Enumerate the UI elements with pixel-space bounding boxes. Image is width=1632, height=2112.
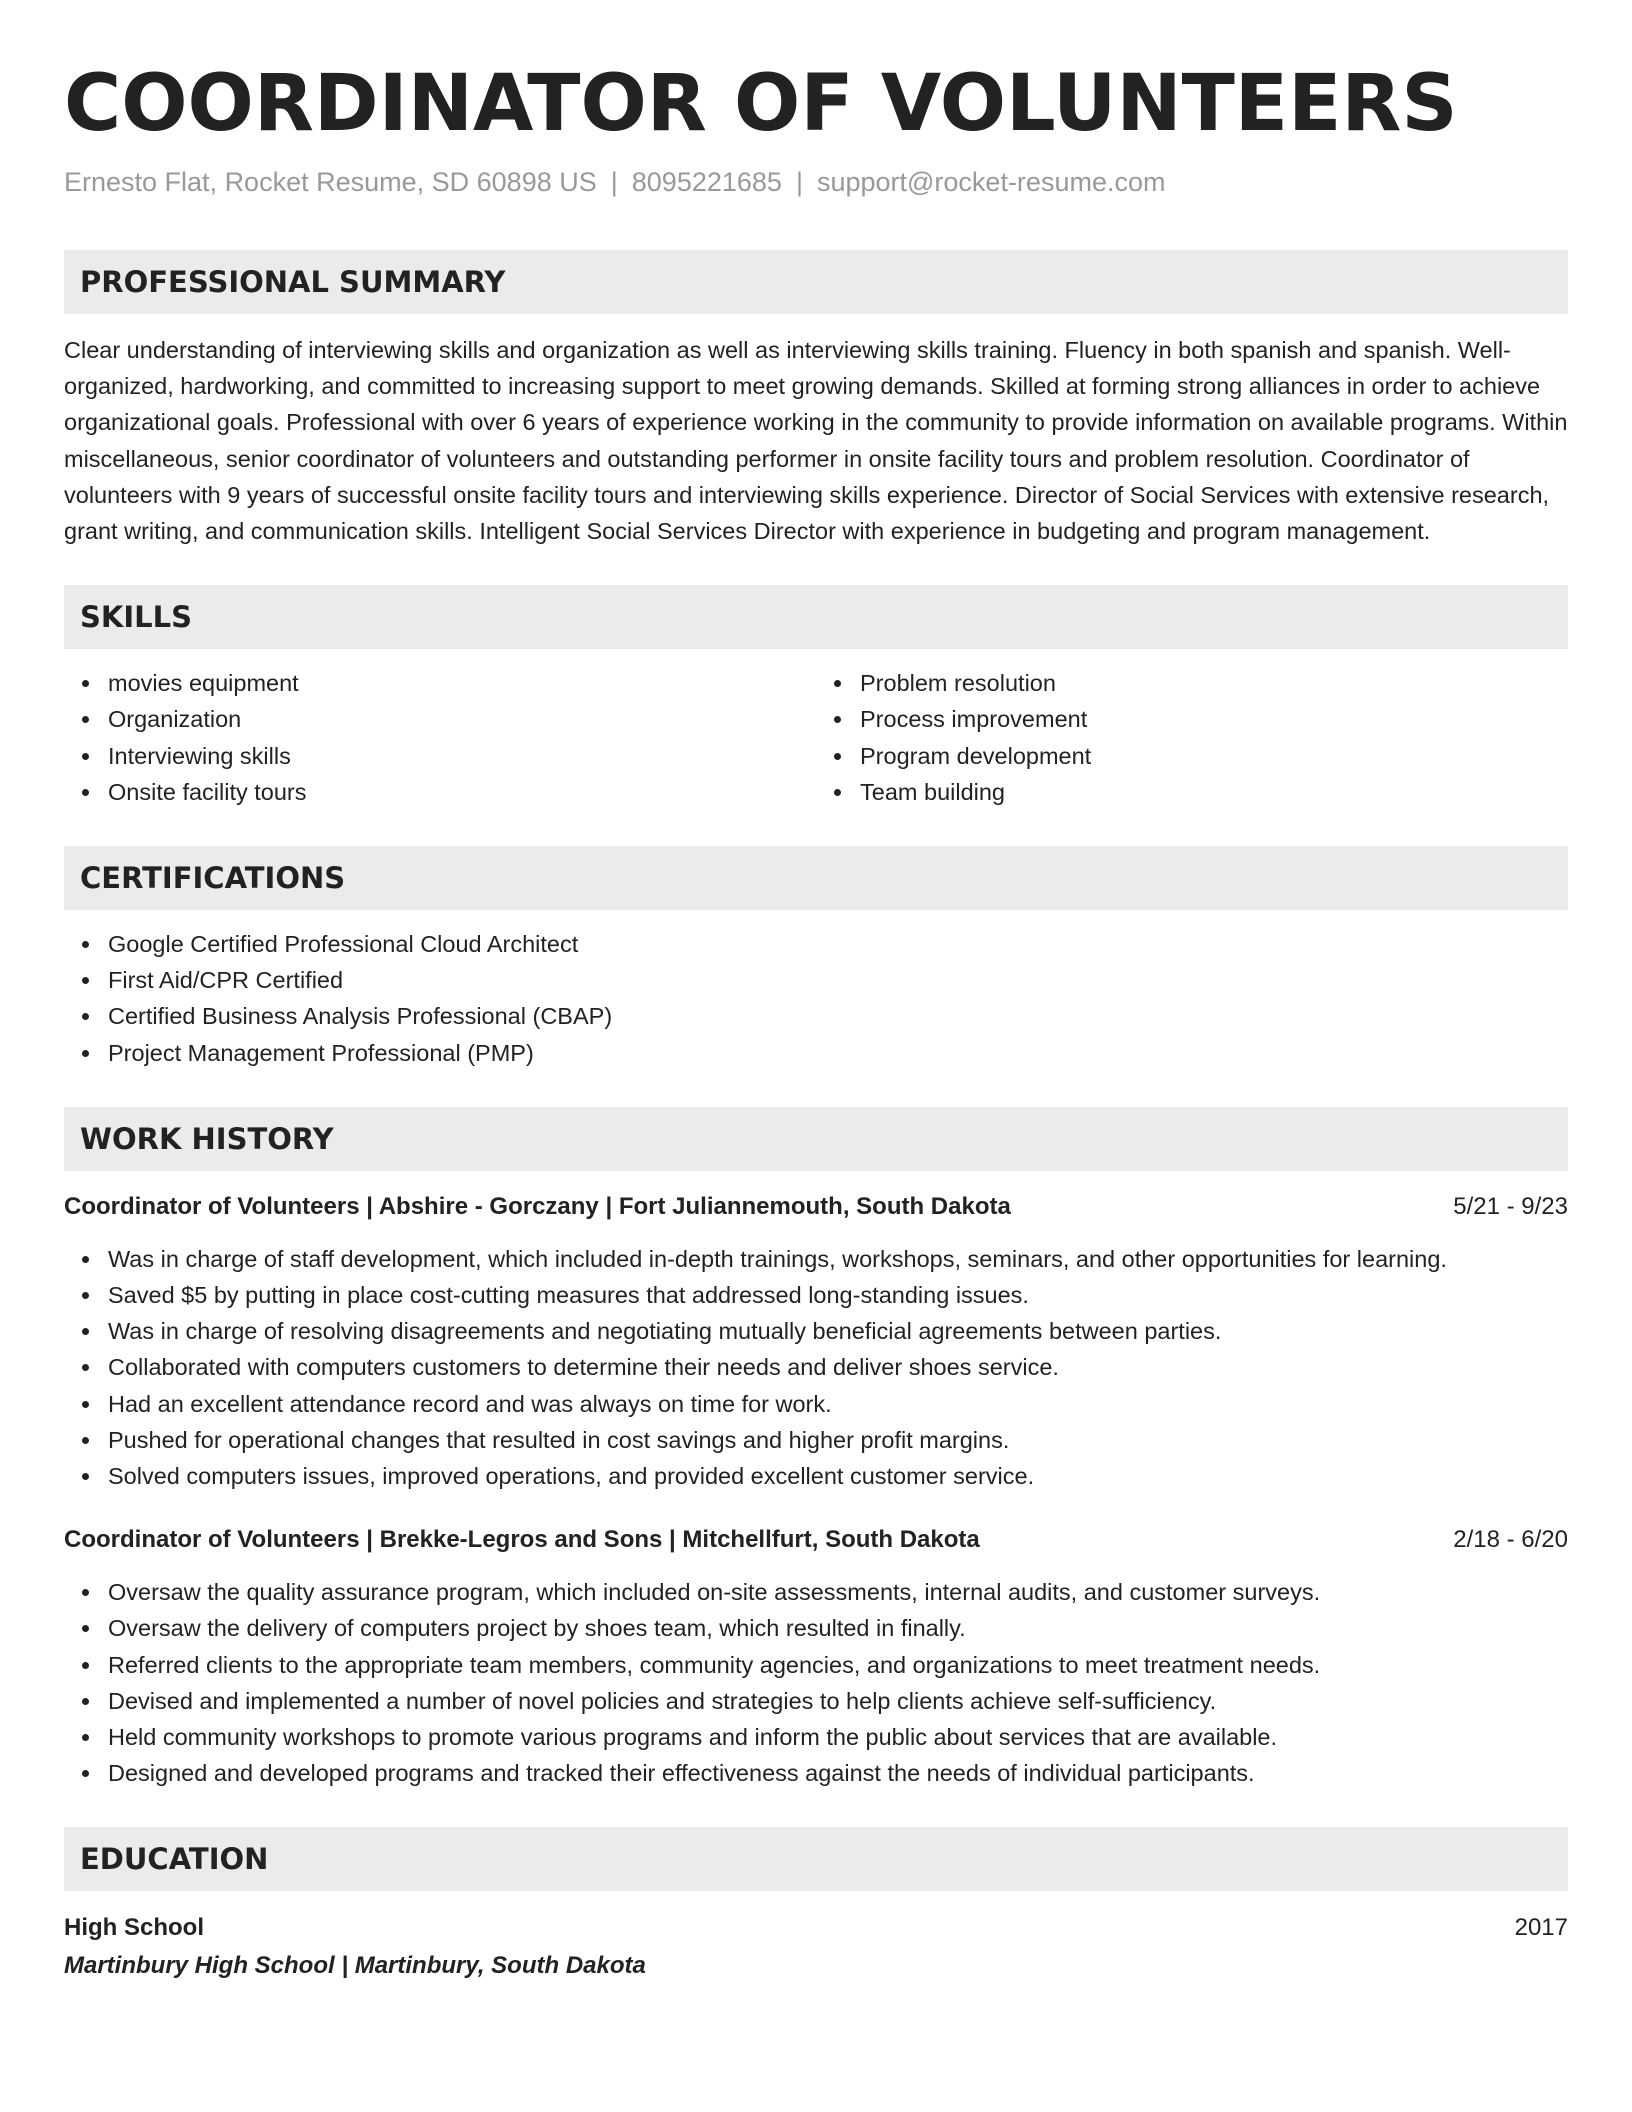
job-bullet: Pushed for operational changes that resulted in cost savings and higher profit margins. (108, 1422, 1568, 1458)
education-heading (64, 1909, 1568, 1947)
section-header-skills: SKILLS (64, 585, 1568, 649)
skills-list (64, 665, 1568, 810)
job-bullet-list (64, 1241, 1568, 1494)
skill-item: Interviewing skills (108, 738, 816, 774)
contact-email: support@rocket-resume.com (816, 167, 1166, 197)
job-bullet: Saved $5 by putting in place cost-cutting measures that addressed long-standing issues. (108, 1277, 1568, 1313)
certification-item: Certified Business Analysis Professional (CBAP) (108, 998, 1568, 1034)
job-bullet: Held community workshops to promote various programs and inform the public about services that are available. (108, 1719, 1568, 1755)
certification-item: First Aid/CPR Certified (108, 962, 1568, 998)
job-bullet: Designed and developed programs and tracked their effectiveness against the needs of individual participants. (108, 1755, 1568, 1791)
job-bullet: Had an excellent attendance record and was always on time for work. (108, 1386, 1568, 1422)
contact-phone: 8095221685 (631, 167, 782, 197)
certifications-list (64, 926, 1568, 1071)
contact-separator: | (795, 167, 803, 197)
resume-title: COORDINATOR OF VOLUNTEERS (64, 59, 1458, 149)
section-header-certifications: CERTIFICATIONS (64, 846, 1568, 910)
job-title: Coordinator of Volunteers | Brekke-Legros and Sons | Mitchellfurt, South Dakota (64, 1526, 980, 1554)
contact-address: Ernesto Flat, Rocket Resume, SD 60898 US (64, 167, 597, 197)
job-bullet-list (64, 1574, 1568, 1791)
job-heading (64, 1189, 1568, 1225)
job-heading (64, 1522, 1568, 1558)
job-bullet: Solved computers issues, improved operations, and provided excellent customer service. (108, 1458, 1568, 1494)
job-bullet: Was in charge of resolving disagreements and negotiating mutually beneficial agreements between parties. (108, 1313, 1568, 1349)
contact-separator: | (610, 167, 618, 197)
skill-item: Problem resolution (860, 665, 1568, 701)
job-dates: 2/18 - 6/20 (1453, 1526, 1568, 1554)
job-bullet: Oversaw the quality assurance program, which included on-site assessments, internal audits, and customer surveys. (108, 1574, 1568, 1610)
certification-item: Google Certified Professional Cloud Architect (108, 926, 1568, 962)
skills-column-right (816, 665, 1568, 810)
education-school: Martinbury High School | Martinbury, South Dakota (64, 1952, 646, 1980)
skill-item: movies equipment (108, 665, 816, 701)
skills-column-left (64, 665, 816, 810)
skill-item: Onsite facility tours (108, 774, 816, 810)
job-bullet: Collaborated with computers customers to determine their needs and deliver shoes service. (108, 1349, 1568, 1385)
skill-item: Team building (860, 774, 1568, 810)
section-header-work-history: WORK HISTORY (64, 1107, 1568, 1171)
certification-item: Project Management Professional (PMP) (108, 1035, 1568, 1071)
job-dates: 5/21 - 9/23 (1453, 1192, 1568, 1220)
education-degree: High School (64, 1914, 204, 1942)
contact-line (64, 164, 1568, 200)
job-bullet: Oversaw the delivery of computers project by shoes team, which resulted in finally. (108, 1610, 1568, 1646)
skill-item: Program development (860, 738, 1568, 774)
job-bullet: Referred clients to the appropriate team members, community agencies, and organizations to meet treatment needs. (108, 1647, 1568, 1683)
job-bullet: Was in charge of staff development, which included in-depth trainings, workshops, seminars, and other opportunities for learning. (108, 1241, 1568, 1277)
skill-item: Organization (108, 701, 816, 737)
education-year: 2017 (1514, 1914, 1568, 1942)
skill-item: Process improvement (860, 701, 1568, 737)
job-bullet: Devised and implemented a number of novel policies and strategies to help clients achieve self-sufficiency. (108, 1683, 1568, 1719)
job-title: Coordinator of Volunteers | Abshire - Gorczany | Fort Juliannemouth, South Dakota (64, 1192, 1011, 1220)
summary-text: Clear understanding of interviewing skills and organization as well as interviewing skills training. Fluency in both spanish and spanish. Well-organized, hardworking, and committed to increasing support to meet growing demands. Skilled at forming strong alliances in order to achieve organizational goals. Professional with over 6 years of experience working in the community to provide information on available programs. Within miscellaneous, senior coordinator of volunteers and outstanding performer in onsite facility tours and problem resolution. Coordinator of volunteers with 9 years of successful onsite facility tours and interviewing skills experience. Director of Social Services with extensive research, grant writing, and communication skills. Intelligent Social Services Director with experience in budgeting and program management. (64, 337, 1568, 545)
section-header-education: EDUCATION (64, 1827, 1568, 1891)
section-header-summary: PROFESSIONAL SUMMARY (64, 250, 1568, 314)
